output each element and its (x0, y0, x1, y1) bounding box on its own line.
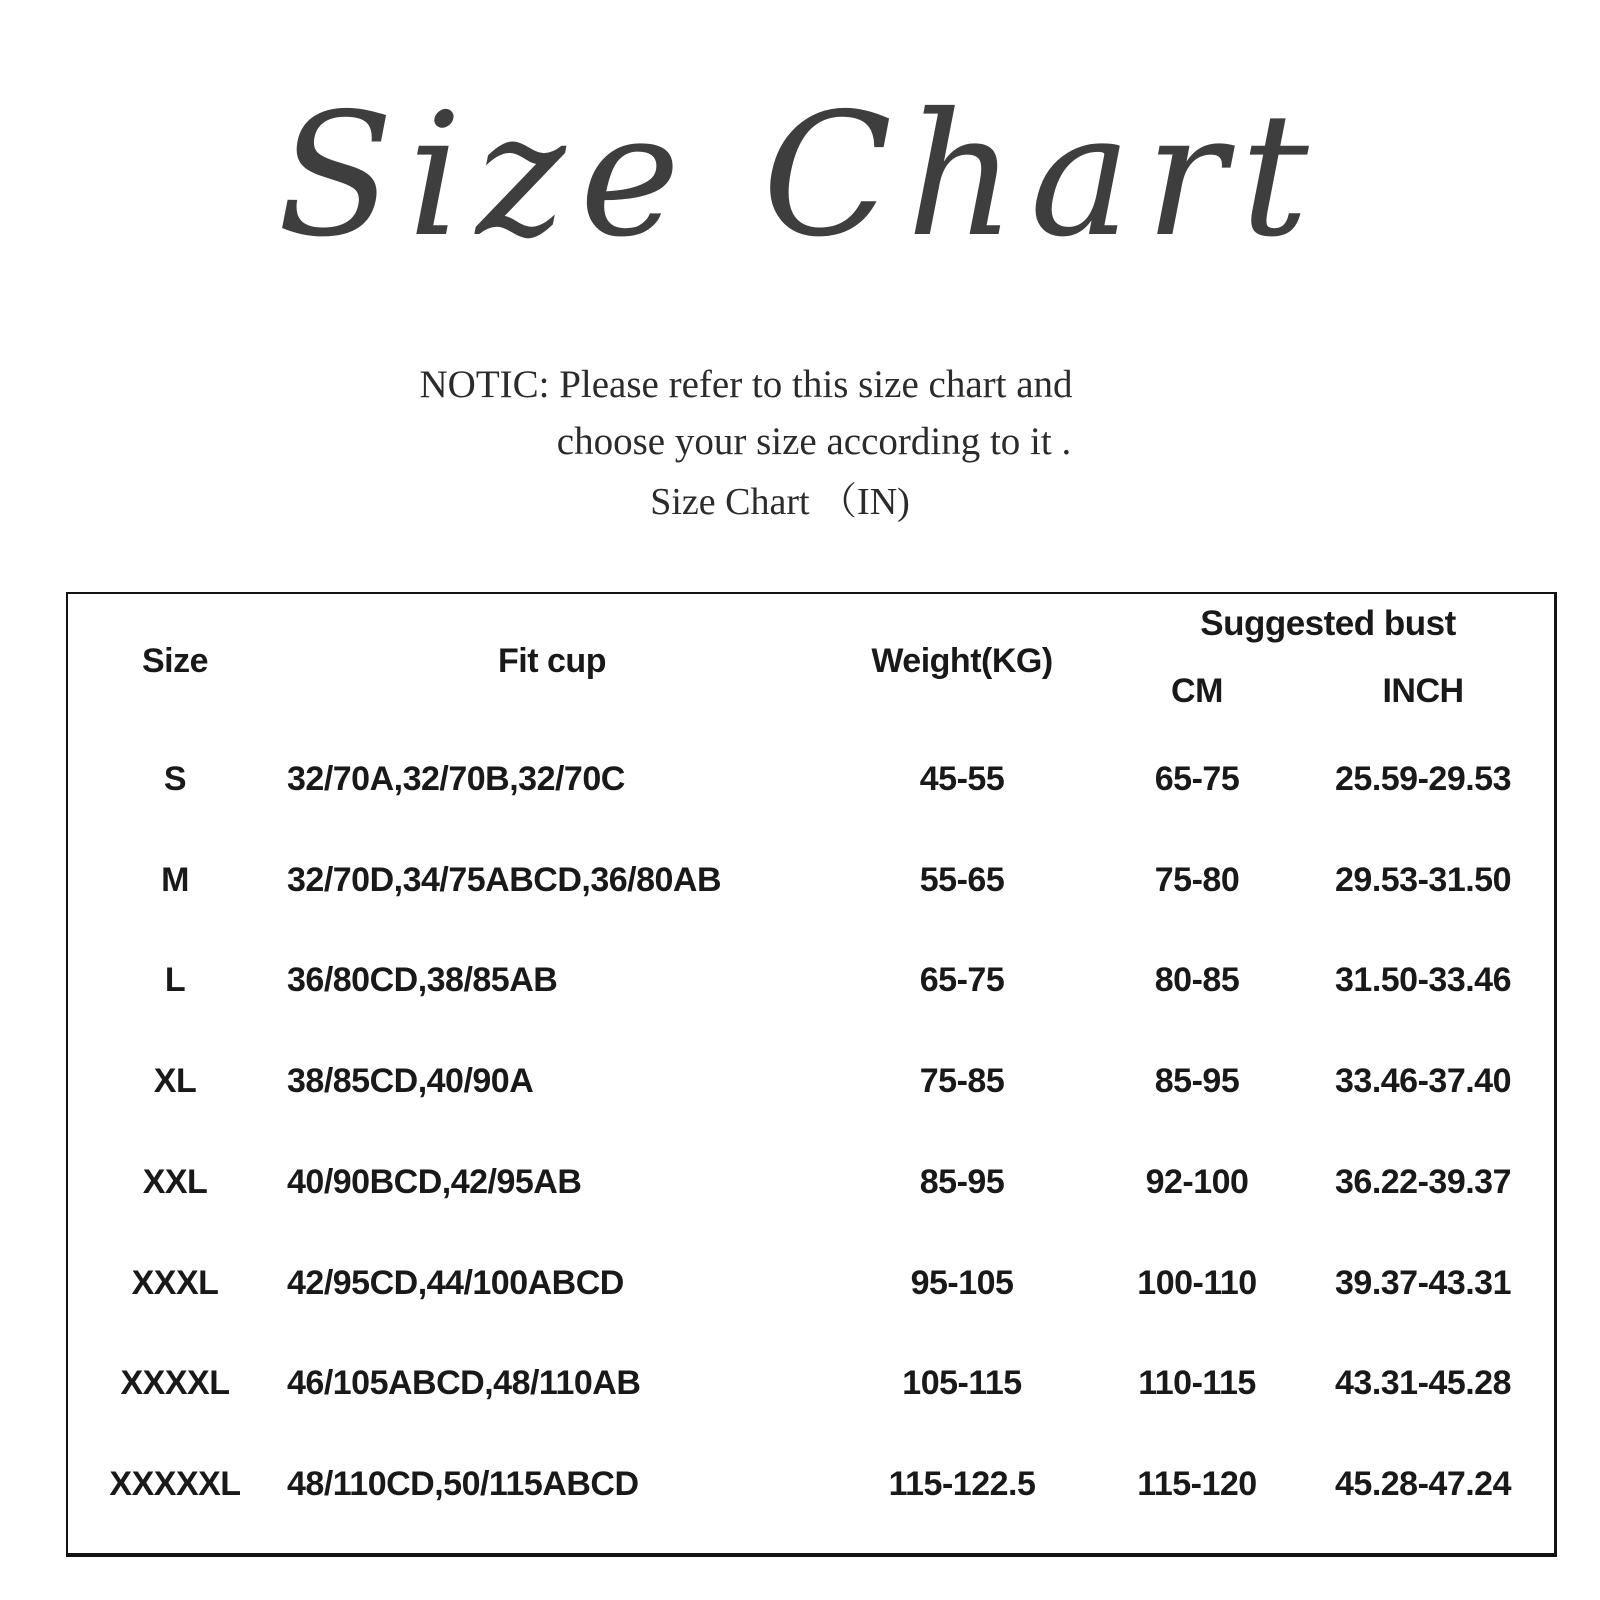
cm-cell: 85-95 (1154, 1062, 1240, 1101)
fit-cup-cell: 38/85CD,40/90A (287, 1062, 534, 1101)
weight-cell: 75-85 (919, 1062, 1005, 1101)
cm-cell: 75-80 (1154, 860, 1240, 899)
header-bust-units (1102, 654, 1554, 729)
cm-cell: 110-115 (1138, 1364, 1256, 1403)
weight-cell: 105-115 (902, 1364, 1022, 1403)
inch-cell: 33.46-37.40 (1335, 1062, 1511, 1101)
weight-cell: 95-105 (910, 1263, 1014, 1302)
size-cell: L (164, 961, 186, 1000)
fit-cup-cell: 32/70D,34/75ABCD,36/80AB (287, 860, 722, 899)
inch-cell: 31.50-33.46 (1335, 961, 1511, 1000)
size-cell: XXXL (131, 1263, 219, 1302)
table-row (68, 729, 1554, 830)
table-row (68, 1434, 1554, 1535)
size-cell: XXL (142, 1162, 208, 1201)
size-cell: M (161, 860, 189, 899)
fit-cup-cell: 42/95CD,44/100ABCD (287, 1263, 624, 1302)
inch-cell: 36.22-39.37 (1335, 1162, 1511, 1201)
header-suggested-bust: Suggested bust (1200, 604, 1456, 643)
notice-block (0, 356, 1600, 531)
fit-cup-cell: 32/70A,32/70B,32/70C (287, 759, 625, 798)
header-cm: CM (1171, 672, 1223, 710)
inch-cell: 45.28-47.24 (1335, 1465, 1511, 1504)
inch-cell: 29.53-31.50 (1335, 860, 1511, 899)
notice-line-2: choose your size according to it . (556, 420, 1072, 463)
table-row (68, 1132, 1554, 1233)
cm-cell: 92-100 (1145, 1162, 1249, 1201)
fit-cup-cell: 46/105ABCD,48/110AB (287, 1364, 641, 1403)
cm-cell: 65-75 (1154, 759, 1240, 798)
size-chart-unit-label: Size Chart （IN) (650, 481, 910, 523)
weight-cell: 65-75 (919, 961, 1005, 1000)
table-header-row (68, 594, 1554, 729)
header-fit-cup: Fit cup (498, 642, 606, 680)
weight-cell: 115-122.5 (888, 1465, 1036, 1504)
cm-cell: 100-110 (1137, 1263, 1257, 1302)
size-cell: XXXXL (120, 1364, 230, 1403)
weight-cell: 45-55 (919, 759, 1005, 798)
inch-cell: 43.31-45.28 (1335, 1364, 1511, 1403)
header-suggested-bust-group (1102, 594, 1554, 729)
table-row (68, 1334, 1554, 1435)
size-table (66, 592, 1557, 1557)
size-cell: S (163, 759, 187, 798)
table-row (68, 1233, 1554, 1334)
notice-line-1: NOTIC: Please refer to this size chart and (419, 363, 1073, 406)
header-size: Size (141, 642, 209, 680)
fit-cup-cell: 48/110CD,50/115ABCD (287, 1465, 639, 1504)
size-cell: XXXXXL (109, 1465, 241, 1504)
cm-cell: 115-120 (1137, 1465, 1257, 1504)
inch-cell: 25.59-29.53 (1335, 759, 1511, 798)
fit-cup-cell: 40/90BCD,42/95AB (287, 1162, 582, 1201)
inch-cell: 39.37-43.31 (1335, 1263, 1511, 1302)
weight-cell: 85-95 (919, 1162, 1005, 1201)
header-inch: INCH (1382, 672, 1464, 710)
size-cell: XL (153, 1062, 197, 1101)
weight-cell: 55-65 (919, 860, 1005, 899)
cm-cell: 80-85 (1154, 961, 1240, 1000)
page-title: Size Chart (277, 77, 1323, 275)
table-row (68, 931, 1554, 1032)
fit-cup-cell: 36/80CD,38/85AB (287, 961, 558, 1000)
table-row (68, 1031, 1554, 1132)
table-row (68, 830, 1554, 931)
header-weight: Weight(KG) (871, 642, 1053, 680)
